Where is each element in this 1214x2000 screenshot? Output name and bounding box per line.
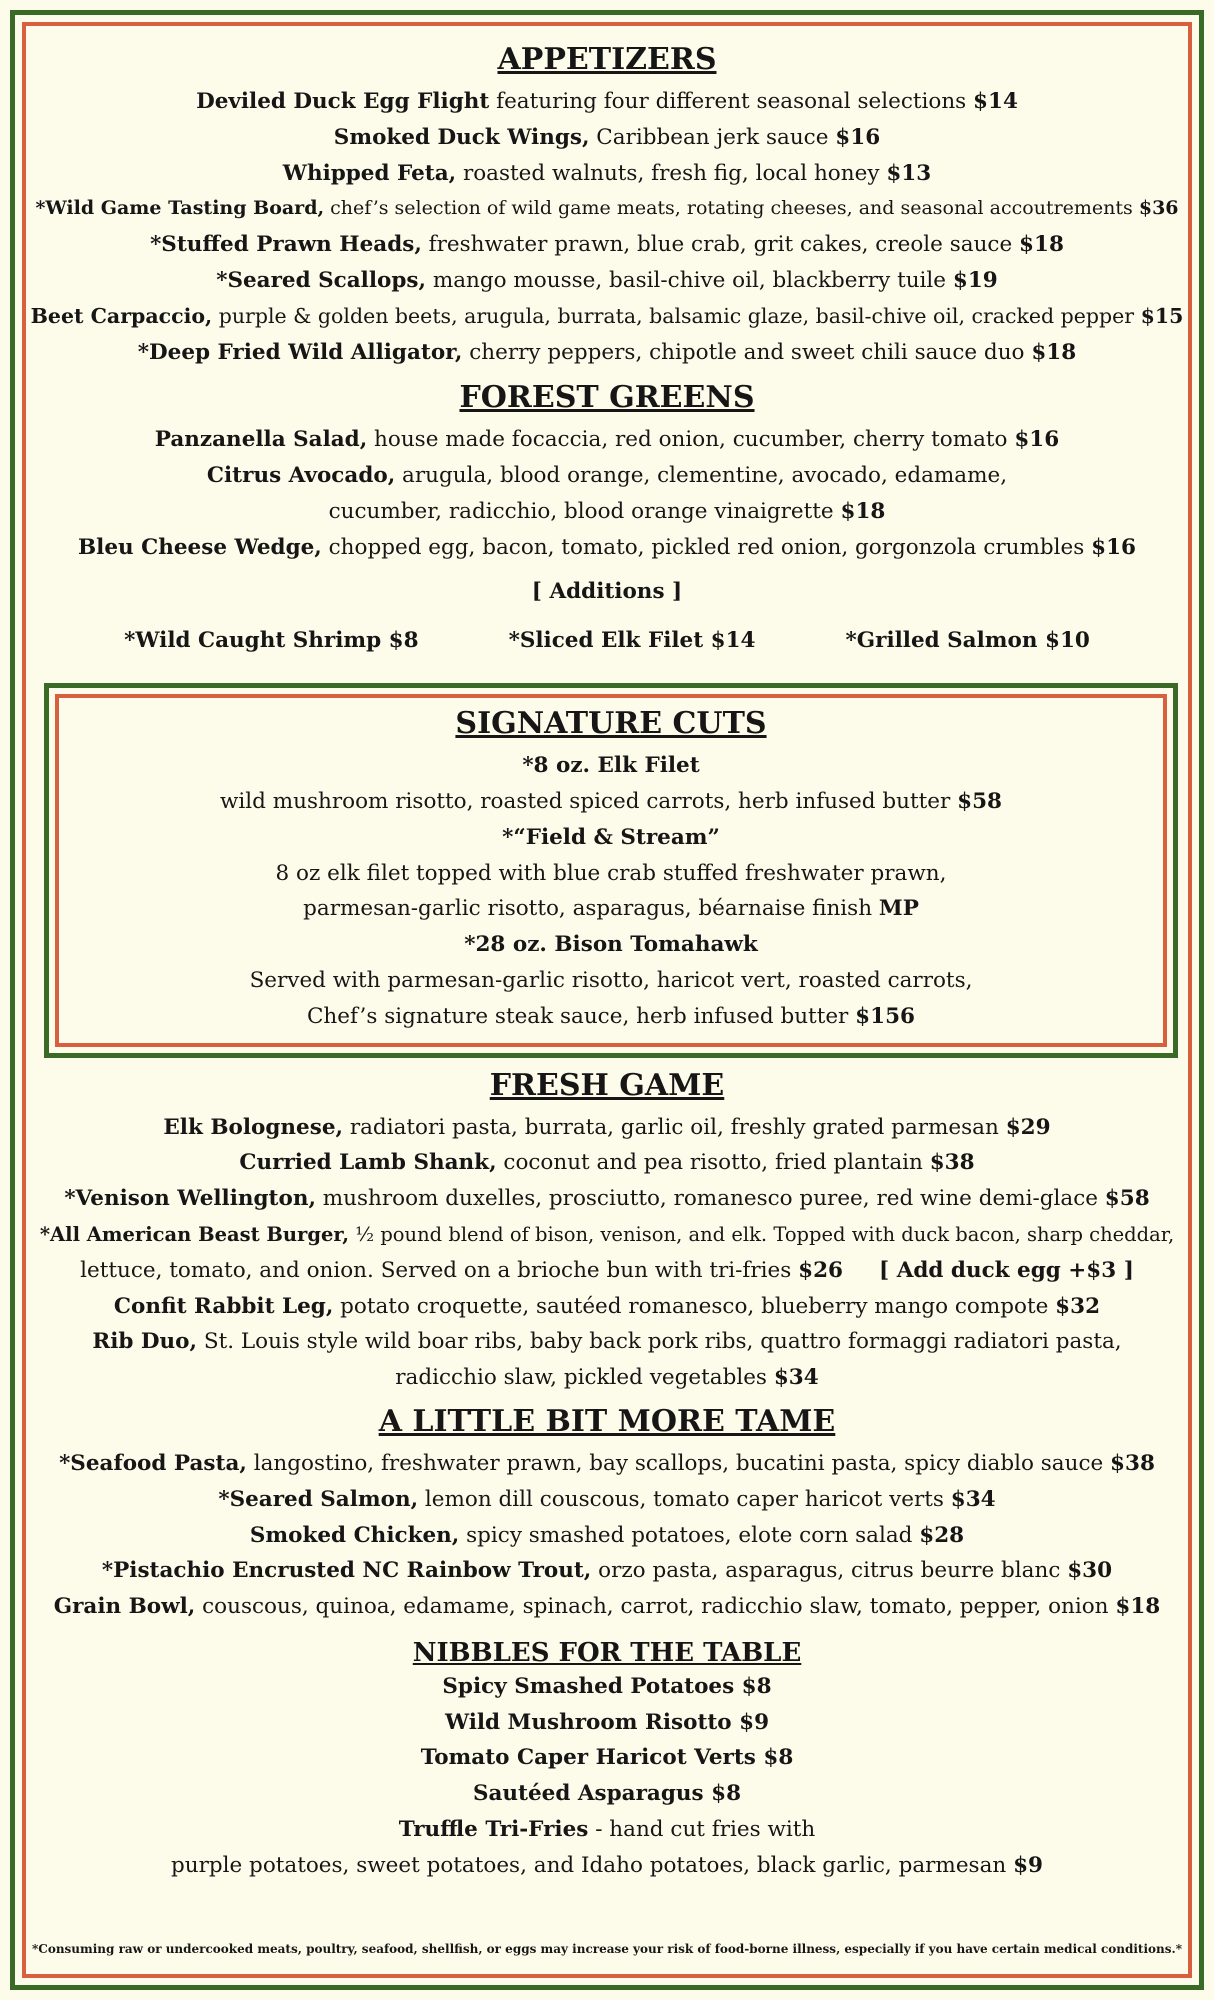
item-name: Citrus Avocado, (206, 463, 396, 489)
item-price: $15 (1140, 303, 1184, 328)
item-name: Curried Lamb Shank, (239, 1150, 497, 1176)
item-name: Whipped Feta, (282, 160, 457, 186)
item-price: $29 (1005, 1114, 1051, 1140)
item-desc: cherry peppers, chipotle and sweet chili sauce duo (462, 339, 1032, 365)
menu-item (30, 156, 1184, 192)
item-desc: potato croquette, sautéed romanesco, blueberry mango compote (333, 1293, 1056, 1319)
item-desc: orzo pasta, asparagus, citrus beurre blanc (591, 1558, 1068, 1584)
item-desc: lettuce, tomato, and onion. Served on a brioche bun with tri-fries (80, 1257, 799, 1283)
menu-item (30, 299, 1184, 335)
item-name: *8 oz. Elk Filet (522, 753, 700, 779)
nibble-item: Wild Mushroom Risotto $9 (444, 1709, 770, 1735)
item-price: $58 (1104, 1186, 1150, 1212)
item-desc: ½ pound blend of bison, venison, and elk. Topped with duck bacon, sharp cheddar, (349, 1222, 1175, 1246)
item-name: Confit Rabbit Leg, (113, 1293, 334, 1319)
menu-item (30, 458, 1184, 494)
item-desc: featuring four different seasonal selections (489, 89, 974, 114)
item-desc: - hand cut fries with (588, 1817, 816, 1843)
item-desc: mushroom duxelles, prosciutto, romanesco puree, red wine demi-glace (315, 1186, 1105, 1212)
item-price: $9 (1013, 1852, 1044, 1878)
menu-item (30, 1446, 1184, 1482)
item-price: $14 (973, 89, 1018, 114)
nibble-item-continued (30, 1848, 1184, 1884)
menu-item (30, 1181, 1184, 1217)
item-price: $156 (855, 1003, 916, 1029)
menu-item (30, 422, 1184, 458)
item-desc: Caribbean jerk sauce (589, 124, 836, 150)
item-desc: St. Louis style wild boar ribs, baby back pork ribs, quattro formaggi radiatori pasta, (197, 1329, 1122, 1355)
item-name: Bleu Cheese Wedge, (77, 534, 322, 560)
item-name: *All American Beast Burger, (39, 1222, 350, 1246)
menu-item (30, 1482, 1184, 1518)
nibble-item (30, 1812, 1184, 1848)
item-desc: spicy smashed potatoes, elote corn salad (459, 1522, 920, 1548)
item-desc: chef’s selection of wild game meats, rotating cheeses, and seasonal accoutrements (324, 197, 1139, 220)
tame-heading: A LITTLE BIT MORE TAME (378, 1403, 836, 1439)
item-name: *“Field & Stream” (502, 824, 720, 850)
item-desc: Chef’s signature steak sauce, herb infused butter (306, 1003, 856, 1029)
item-price: $58 (957, 788, 1002, 814)
item-name: Beet Carpaccio, (30, 303, 213, 328)
item-desc: mango mousse, basil-chive oil, blackberry tuile (425, 267, 953, 293)
item-desc: chopped egg, bacon, tomato, pickled red onion, gorgonzola crumbles (321, 534, 1092, 560)
health-disclaimer: *Consuming raw or undercooked meats, poultry, seafood, shellfish, or eggs may increase your risk of food-borne illness, especially if you have certain medical conditions.* (32, 1942, 1182, 1956)
item-name: *Stuffed Prawn Heads, (150, 232, 422, 258)
item-desc: house made focaccia, red onion, cucumber, cherry tomato (367, 427, 1015, 453)
item-price: $18 (1115, 1594, 1161, 1620)
item-price: $38 (929, 1150, 975, 1176)
item-name: Deviled Duck Egg Flight (196, 89, 490, 114)
item-price: $18 (1031, 339, 1077, 365)
item-name: *Seared Scallops, (216, 267, 426, 293)
menu-item-continued (30, 494, 1184, 530)
forest-greens-heading: FOREST GREENS (459, 380, 755, 416)
item-price: MP (878, 896, 919, 922)
item-name: Elk Bolognese, (163, 1114, 343, 1140)
menu-item (59, 748, 1163, 784)
nibble-item: Tomato Caper Haricot Verts $8 (420, 1745, 794, 1771)
menu-item (59, 820, 1163, 856)
item-desc: arugula, blood orange, clementine, avocado, edamame, (395, 463, 1008, 489)
item-desc: langostino, freshwater prawn, bay scallops, bucatini pasta, spicy diablo sauce (246, 1450, 1111, 1476)
item-price: $34 (773, 1365, 819, 1391)
item-name: Grain Bowl, (53, 1594, 196, 1620)
nibble-item: Spicy Smashed Potatoes $8 (442, 1673, 772, 1699)
item-name: *Deep Fried Wild Alligator, (137, 339, 463, 365)
menu-item-desc (59, 963, 1163, 999)
menu-item (30, 1553, 1184, 1589)
additions-list (30, 623, 1184, 659)
menu-item (30, 1217, 1184, 1253)
menu-item (59, 927, 1163, 963)
item-price: $32 (1055, 1293, 1101, 1319)
signature-cuts-inner-border (55, 694, 1167, 1046)
menu-item (30, 227, 1184, 263)
item-price: $16 (1091, 534, 1136, 560)
item-price: $28 (919, 1522, 965, 1548)
appetizers-heading: APPETIZERS (497, 42, 717, 77)
item-desc: radiatori pasta, burrata, garlic oil, freshly grated parmesan (343, 1114, 1006, 1140)
item-name: *Wild Game Tasting Board, (35, 197, 325, 220)
item-desc: wild mushroom risotto, roasted spiced carrots, herb infused butter (220, 788, 958, 814)
menu-item (30, 1589, 1184, 1625)
item-price: $19 (952, 267, 998, 293)
nibbles-heading: NIBBLES FOR THE TABLE (412, 1637, 802, 1668)
item-name: *Seafood Pasta, (59, 1450, 247, 1476)
menu-content (30, 36, 1184, 1884)
menu-item-desc (59, 999, 1163, 1035)
item-name: Rib Duo, (92, 1329, 197, 1355)
item-name: *28 oz. Bison Tomahawk (464, 932, 758, 958)
menu-item (30, 335, 1184, 371)
item-price: $16 (1014, 427, 1060, 453)
item-price: $13 (886, 160, 932, 186)
item-desc: purple potatoes, sweet potatoes, and Idaho potatoes, black garlic, parmesan (170, 1852, 1014, 1878)
menu-item (30, 1289, 1184, 1325)
menu-item-continued (30, 1253, 1184, 1289)
fresh-game-heading: FRESH GAME (489, 1067, 725, 1103)
menu-item (30, 263, 1184, 299)
item-desc: coconut and pea risotto, fried plantain (496, 1150, 930, 1176)
menu-item (30, 120, 1184, 156)
item-desc: roasted walnuts, fresh fig, local honey (456, 160, 887, 186)
item-desc: radicchio slaw, pickled vegetables (395, 1365, 774, 1391)
menu-item (30, 84, 1184, 120)
add-duck-egg-option: [ Add duck egg +$3 ] (879, 1257, 1134, 1283)
item-name: Smoked Chicken, (249, 1522, 460, 1548)
item-price: $26 (798, 1257, 844, 1283)
item-price: $18 (840, 498, 886, 524)
item-desc: cucumber, radicchio, blood orange vinaigrette (328, 498, 841, 524)
nibble-item: Sautéed Asparagus $8 (472, 1781, 742, 1807)
item-name: Smoked Duck Wings, (333, 124, 590, 150)
addition-item: *Sliced Elk Filet $14 (508, 628, 756, 654)
menu-item-desc (59, 856, 1163, 892)
menu-item (30, 1145, 1184, 1181)
item-name: *Pistachio Encrusted NC Rainbow Trout, (101, 1558, 592, 1584)
addition-item: *Grilled Salmon $10 (845, 628, 1090, 654)
item-price: $38 (1110, 1450, 1155, 1476)
item-price: $18 (1019, 232, 1064, 258)
item-desc: couscous, quinoa, edamame, spinach, carrot, radicchio slaw, tomato, pepper, onion (195, 1594, 1116, 1620)
item-price: $36 (1138, 197, 1179, 220)
item-price: $30 (1067, 1558, 1113, 1584)
menu-item-desc (59, 891, 1163, 927)
menu-item-desc (59, 784, 1163, 820)
menu-item (30, 530, 1184, 566)
menu-item (30, 191, 1184, 227)
menu-item (30, 1324, 1184, 1360)
item-desc: 8 oz elk filet topped with blue crab stuffed freshwater prawn, (275, 860, 947, 886)
item-desc: freshwater prawn, blue crab, grit cakes, creole sauce (421, 232, 1020, 258)
signature-cuts-box (44, 683, 1178, 1057)
signature-cuts-heading: SIGNATURE CUTS (455, 706, 767, 742)
item-name: Panzanella Salad, (154, 427, 368, 453)
item-desc: Served with parmesan-garlic risotto, haricot vert, roasted carrots, (249, 967, 973, 993)
item-name: Truffle Tri-Fries (398, 1817, 589, 1843)
item-name: *Venison Wellington, (64, 1186, 316, 1212)
item-desc: parmesan-garlic risotto, asparagus, béarnaise finish (303, 896, 879, 922)
item-price: $34 (950, 1486, 996, 1512)
menu-item-continued (30, 1360, 1184, 1396)
menu-item (30, 1518, 1184, 1554)
additions-heading: [ Additions ] (531, 578, 683, 604)
item-desc: purple & golden beets, arugula, burrata, balsamic glaze, basil-chive oil, cracked pepper (212, 303, 1141, 328)
item-desc: lemon dill couscous, tomato caper haricot verts (418, 1486, 951, 1512)
menu-item (30, 1110, 1184, 1146)
item-price: $16 (835, 124, 881, 150)
item-name: *Seared Salmon, (218, 1486, 419, 1512)
addition-item: *Wild Caught Shrimp $8 (124, 628, 419, 654)
